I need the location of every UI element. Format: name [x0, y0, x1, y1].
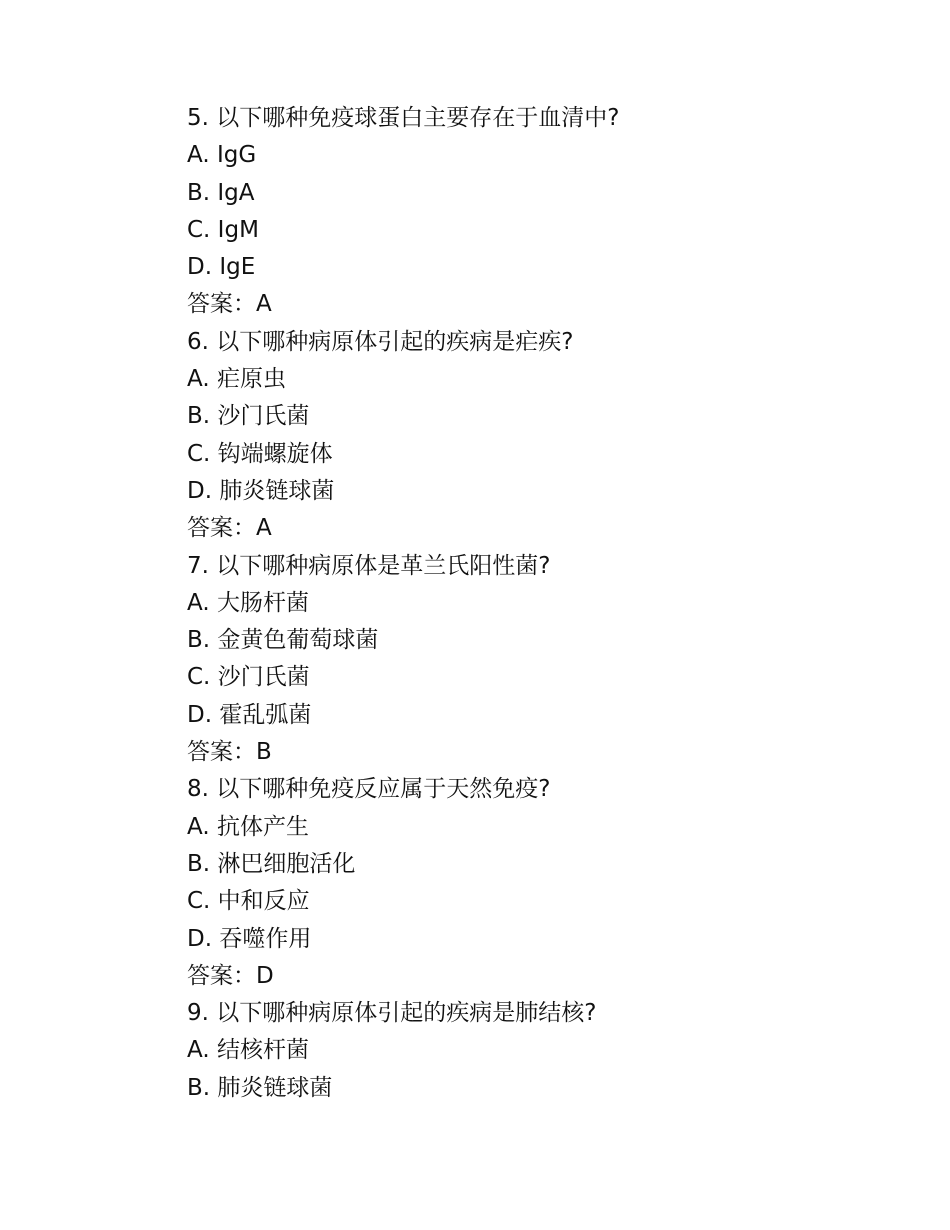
option-b: B. IgA — [187, 179, 255, 206]
answer-text: 答案：A — [187, 515, 272, 542]
option-d: D. 霍乱弧菌 — [187, 701, 312, 728]
answer-text: 答案：B — [187, 739, 272, 766]
question-block-6 — [187, 324, 887, 548]
option-a: A. 结核杆菌 — [187, 1037, 309, 1064]
option-b: B. 金黄色葡萄球菌 — [187, 627, 379, 654]
option-c: C. IgM — [187, 216, 259, 243]
option-c: C. 沙门氏菌 — [187, 664, 310, 691]
option-a: A. 疟原虫 — [187, 366, 286, 393]
option-a: A. 抗体产生 — [187, 813, 309, 840]
option-d: D. IgE — [187, 254, 256, 281]
option-c: C. 中和反应 — [187, 888, 310, 915]
question-text: 7. 以下哪种病原体是革兰氏阳性菌? — [187, 552, 551, 579]
option-d: D. 吞噬作用 — [187, 925, 312, 952]
question-text: 8. 以下哪种免疫反应属于天然免疫? — [187, 776, 551, 803]
option-b: B. 肺炎链球菌 — [187, 1074, 333, 1101]
option-a: A. 大肠杆菌 — [187, 589, 309, 616]
answer-text: 答案：A — [187, 291, 272, 318]
question-block-7 — [187, 548, 887, 772]
question-text: 5. 以下哪种免疫球蛋白主要存在于血清中? — [187, 105, 620, 131]
option-b: B. 淋巴细胞活化 — [187, 850, 356, 877]
question-text: 9. 以下哪种病原体引起的疾病是肺结核? — [187, 1000, 597, 1027]
question-block-8 — [187, 771, 887, 995]
question-block-9 — [187, 995, 887, 1107]
question-text: 6. 以下哪种病原体引起的疾病是疟疾? — [187, 328, 574, 355]
question-block-5 — [187, 100, 887, 324]
option-d: D. 肺炎链球菌 — [187, 477, 335, 504]
answer-text: 答案：D — [187, 962, 274, 989]
option-c: C. 钩端螺旋体 — [187, 440, 333, 467]
option-b: B. 沙门氏菌 — [187, 403, 310, 430]
option-a: A. IgG — [187, 142, 257, 169]
document-page — [187, 100, 887, 1107]
